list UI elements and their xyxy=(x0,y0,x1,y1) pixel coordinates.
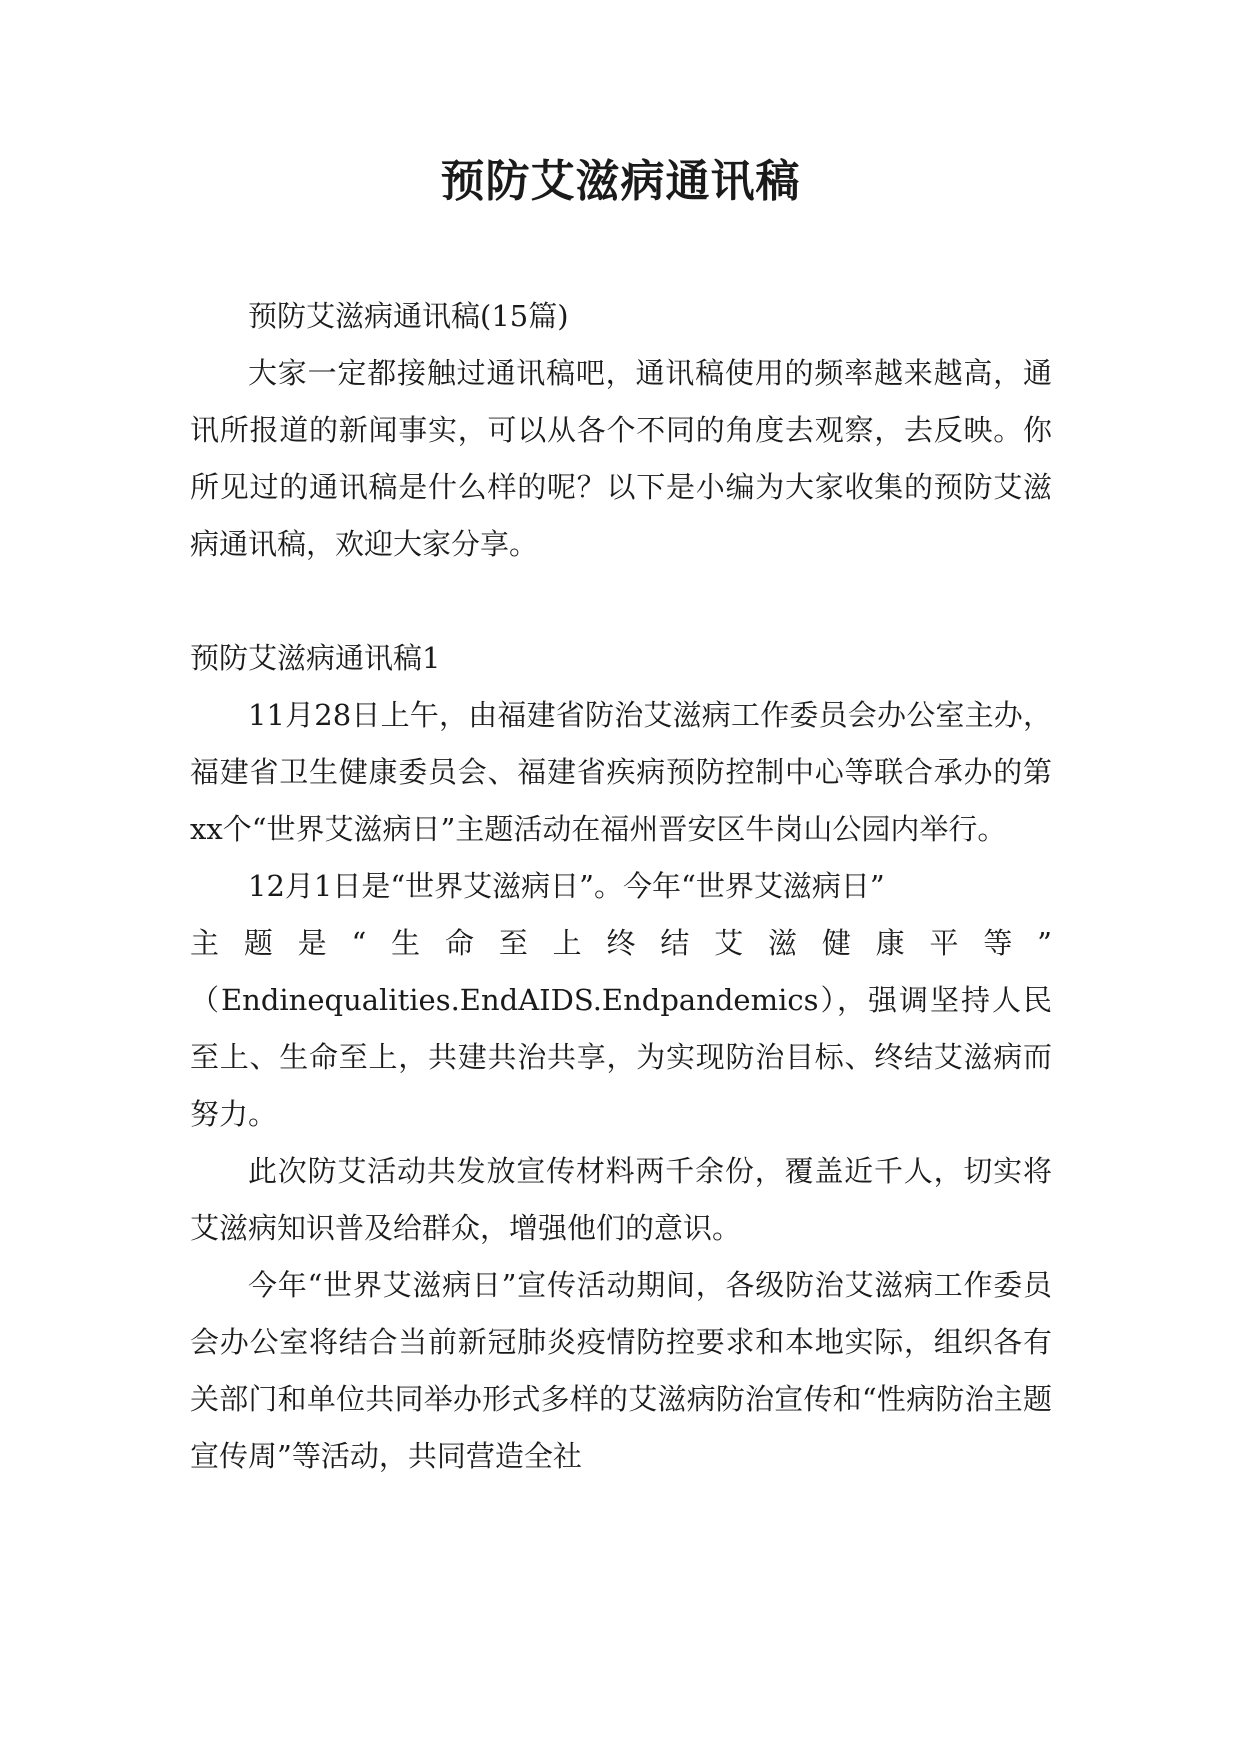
intro-paragraph: 大家一定都接触过通讯稿吧，通讯稿使用的频率越来越高，通讯所报道的新闻事实，可以从各个不同的角度去观察，去反映。你所见过的通讯稿是什么样的呢？以下是小编为大家收集的预防艾滋病通讯稿，欢迎大家分享。 xyxy=(190,356,1052,561)
body-paragraph: 此次防艾活动共发放宣传材料两千余份，覆盖近千人，切实将艾滋病知识普及给群众，增强他们的意识。 xyxy=(190,1154,1052,1245)
theme-line: 主题是“生命至上终结艾滋健康平等” xyxy=(190,926,1052,960)
document-title: 预防艾滋病通讯稿 xyxy=(440,156,801,207)
body-paragraph: （Endinequalities.EndAIDS.Endpandemics），强调坚持人民至上、生命至上，共建共治共享，为实现防治目标、终结艾滋病而努力。 xyxy=(190,983,1052,1131)
section-heading: 预防艾滋病通讯稿1 xyxy=(190,641,441,675)
body-paragraph: 今年“世界艾滋病日”宣传活动期间，各级防治艾滋病工作委员会办公室将结合当前新冠肺炎疫情防控要求和本地实际，组织各有关部门和单位共同举办形式多样的艾滋病防治宣传和“性病防治主题宣传周”等活动，共同营造全社 xyxy=(190,1268,1052,1473)
body-paragraph: 12月1日是“世界艾滋病日”。今年“世界艾滋病日” xyxy=(248,869,885,903)
body-paragraph: 11月28日上午，由福建省防治艾滋病工作委员会办公室主办，福建省卫生健康委员会、福建省疾病预防控制中心等联合承办的第xx个“世界艾滋病日”主题活动在福州晋安区牛岗山公园内举行。 xyxy=(190,698,1052,846)
subtitle-paragraph: 预防艾滋病通讯稿(15篇) xyxy=(248,299,569,333)
document-body xyxy=(190,288,1052,1485)
